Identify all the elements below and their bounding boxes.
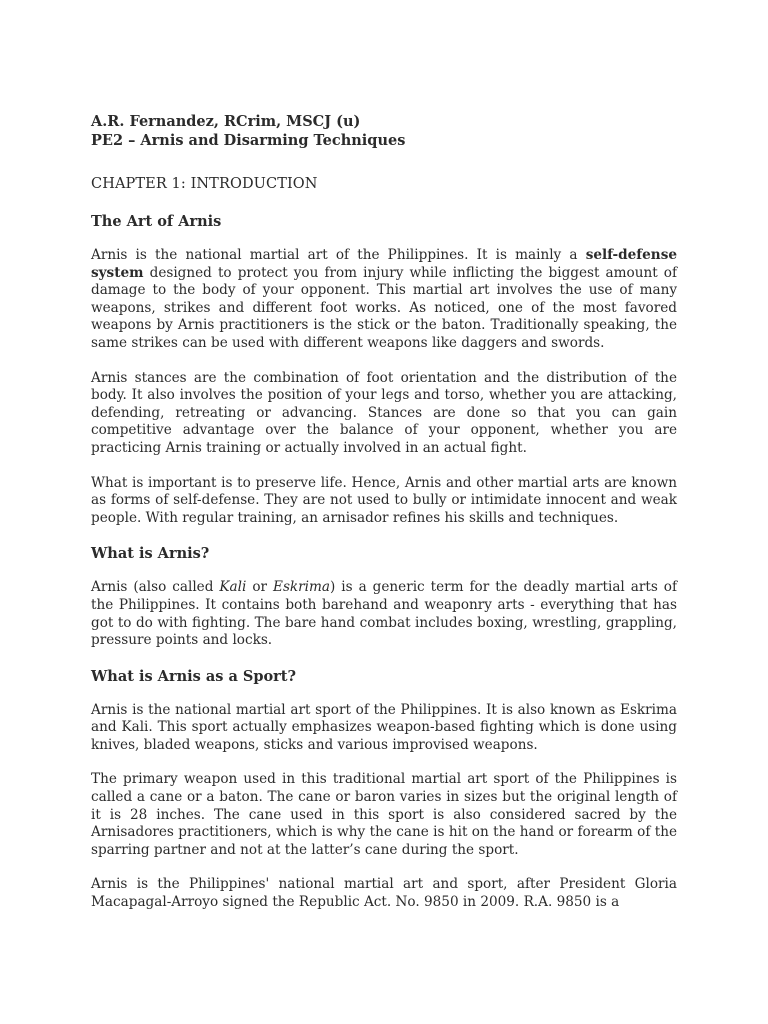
paragraph-what-is-arnis [91,579,677,649]
paragraph-arnis-sport-1: Arnis is the national martial art sport of the Philippines. It is also known as Eskrima and Kali. This sport actually emphasizes weapon-based fighting which is done using knives, bladed weapons, sticks and various improvised weapons. [91,701,677,753]
paragraph-text: or [246,579,274,596]
section-title-what-is-arnis: What is Arnis? [91,545,210,563]
bold-term-self-defense-system: self-defense system [91,247,677,281]
paragraph-arnis-sport-3: Arnis is the Philippines' national martial art and sport, after President Gloria Macapagal-Arroyo signed the Republic Act. No. 9850 in 2009. R.A. 9850 is a [91,876,677,911]
chapter-heading: CHAPTER 1: INTRODUCTION [91,176,318,192]
paragraph-text: Arnis is the national martial art of the Philippines. It is mainly a [91,247,586,263]
paragraph-text: designed to protect you from injury while inflicting the biggest amount of damage to the body of your opponent. This martial art involves the use of many weapons, strikes and different foot works. As noticed, one of the most favored weapons by Arnis practitioners is the stick or the baton. Traditionally speaking, the same strikes can be used with different weapons like daggers and swords. [91,264,677,351]
paragraph-preserve-life: What is important is to preserve life. Hence, Arnis and other martial arts are known as forms of self-defense. They are not used to bully or intimidate innocent and weak people. With regular training, an arnisador refines his skills and techniques. [91,474,677,526]
italic-term-eskrima: Eskrima [273,579,330,596]
section-title-art-of-arnis: The Art of Arnis [91,213,222,230]
course-title: PE2 – Arnis and Disarming Techniques [91,132,406,149]
paragraph-arnis-stances: Arnis stances are the combination of foot orientation and the distribution of the body. It also involves the position of your legs and torso, whether you are attacking, defending, retreating or advancing. Stances are done so that you can gain competitive advantage over the balance of your opponent, whether you are practicing Arnis training or actually involved in an actual fight. [91,369,677,456]
italic-term-kali: Kali [219,579,247,596]
paragraph-text: ) is a generic term for the deadly martial arts of the Philippines. It contains both barehand and weaponry arts - everything that has got to do with fighting. The bare hand combat includes boxing, wrestling, grappling, pressure points and locks. [91,579,677,649]
author-line: A.R. Fernandez, RCrim, MSCJ (u) [91,113,361,130]
paragraph-text: Arnis (also called [91,579,220,596]
section-title-arnis-as-sport: What is Arnis as a Sport? [91,667,297,685]
paragraph-art-of-arnis-1 [91,247,677,353]
document-page [91,112,677,929]
paragraph-arnis-sport-2: The primary weapon used in this traditional martial art sport of the Philippines is called a cane or a baton. The cane or baron varies in sizes but the original length of it is 28 inches. The cane used in this sport is also considered sacred by the Arnisadores practitioners, which is why the cane is hit on the hand or forearm of the sparring partner and not at the latter’s cane during the sport. [91,771,677,858]
